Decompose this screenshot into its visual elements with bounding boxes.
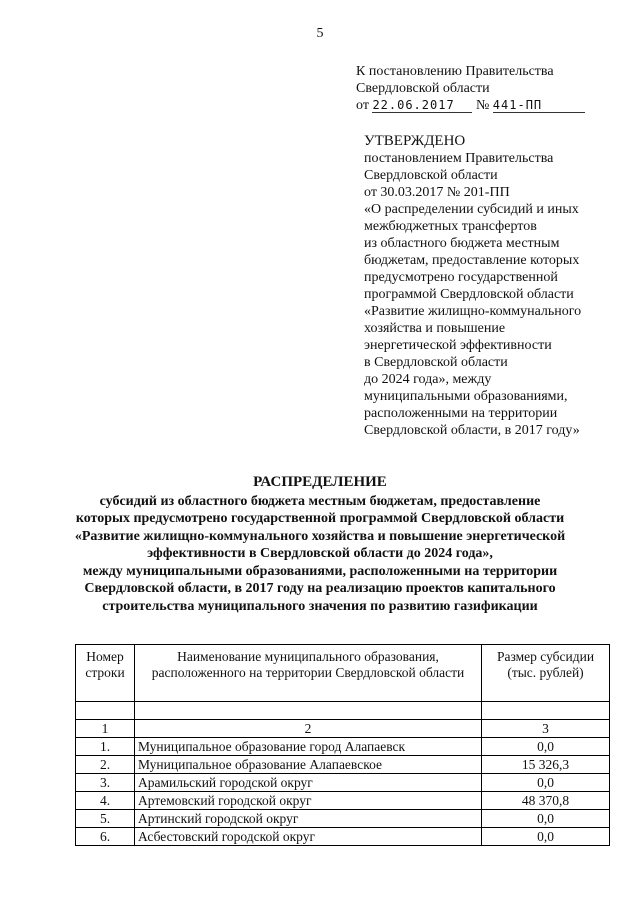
header-subsidy: Размер субсидии (тыс. рублей) <box>482 645 610 702</box>
column-number: 2 <box>135 720 482 738</box>
approved-heading: УТВЕРЖДЕНО <box>364 133 466 149</box>
title-line: «Развитие жилищно-коммунального хозяйства и повышение энергетической <box>74 528 566 544</box>
approved-line: программой Свердловской области <box>364 287 574 302</box>
approved-line: «Развитие жилищно-коммунального <box>364 304 582 319</box>
approved-line: постановлением Правительства <box>364 151 554 166</box>
approved-line: межбюджетных трансфертов <box>364 219 537 234</box>
to-resolution-line1: К постановлению Правительства <box>356 64 554 79</box>
header-row-number: Номер строки <box>76 645 135 702</box>
approved-line: до 2024 года», между <box>364 372 492 387</box>
from-label: от <box>356 98 369 113</box>
approved-line: бюджетам, предоставление которых <box>364 253 580 268</box>
distribution-title <box>0 474 640 615</box>
page-number: 5 <box>316 26 324 41</box>
table-row <box>76 810 610 828</box>
approved-line: энергетической эффективности <box>364 338 552 353</box>
approved-line: от 30.03.2017 № 201-ПП <box>364 185 510 200</box>
row-amount: 15 326,3 <box>482 756 610 774</box>
row-number: 4. <box>76 792 135 810</box>
table-gap <box>76 702 610 720</box>
title-line: эффективности в Свердловской области до 2024 года», <box>147 546 493 561</box>
table-row <box>76 756 610 774</box>
row-municipality: Арамильский городской округ <box>135 774 482 792</box>
row-number: 5. <box>76 810 135 828</box>
table-row <box>76 792 610 810</box>
approved-line: предусмотрено государственной <box>364 270 558 285</box>
header-municipality: Наименование муниципального образования, расположенного на территории Свердловской области <box>135 645 482 702</box>
title-main: РАСПРЕДЕЛЕНИЕ <box>253 474 387 490</box>
row-number: 3. <box>76 774 135 792</box>
row-municipality: Муниципальное образование Алапаевское <box>135 756 482 774</box>
title-line: строительства муниципального значения по развитию газификации <box>102 598 538 614</box>
column-number: 3 <box>482 720 610 738</box>
title-line: Свердловской области, в 2017 году на реализацию проектов капитального <box>84 581 556 596</box>
row-amount: 0,0 <box>482 828 610 846</box>
resolution-date: 22.06.2017 <box>372 98 472 113</box>
approved-line: Свердловской области, в 2017 году» <box>364 423 580 438</box>
to-resolution-line2: Свердловской области <box>356 81 490 96</box>
row-municipality: Муниципальное образование город Алапаевск <box>135 738 482 756</box>
row-amount: 0,0 <box>482 738 610 756</box>
row-amount: 0,0 <box>482 774 610 792</box>
approved-line: «О распределении субсидий и иных <box>364 202 579 217</box>
table-row <box>76 738 610 756</box>
column-number-row <box>76 720 610 738</box>
to-resolution-block <box>356 63 585 114</box>
column-number: 1 <box>76 720 135 738</box>
title-line: субсидий из областного бюджета местным бюджетам, предоставление <box>99 493 541 509</box>
approved-line: муниципальными образованиями, <box>364 389 568 404</box>
approved-line: расположенными на территории <box>364 406 558 421</box>
approved-line: из областного бюджета местным <box>364 236 560 251</box>
title-line: которых предусмотрено государственной программой Свердловской области <box>75 511 565 526</box>
row-number: 1. <box>76 738 135 756</box>
approved-line: хозяйства и повышение <box>364 321 506 336</box>
resolution-number: 441-ПП <box>493 98 585 113</box>
table-row <box>76 774 610 792</box>
approved-line: Свердловской области <box>364 168 498 183</box>
number-label: № <box>475 98 490 113</box>
table-header-row <box>76 645 610 702</box>
approved-block <box>364 133 634 439</box>
row-number: 2. <box>76 756 135 774</box>
approved-line: в Свердловской области <box>364 355 508 370</box>
row-number: 6. <box>76 828 135 846</box>
to-resolution-date-line <box>356 97 585 114</box>
title-line: между муниципальными образованиями, расположенными на территории <box>82 563 558 579</box>
row-amount: 0,0 <box>482 810 610 828</box>
row-municipality: Асбестовский городской округ <box>135 828 482 846</box>
row-municipality: Артемовский городской округ <box>135 792 482 810</box>
table-row <box>76 828 610 846</box>
row-municipality: Артинский городской округ <box>135 810 482 828</box>
row-amount: 48 370,8 <box>482 792 610 810</box>
distribution-table <box>75 644 610 846</box>
